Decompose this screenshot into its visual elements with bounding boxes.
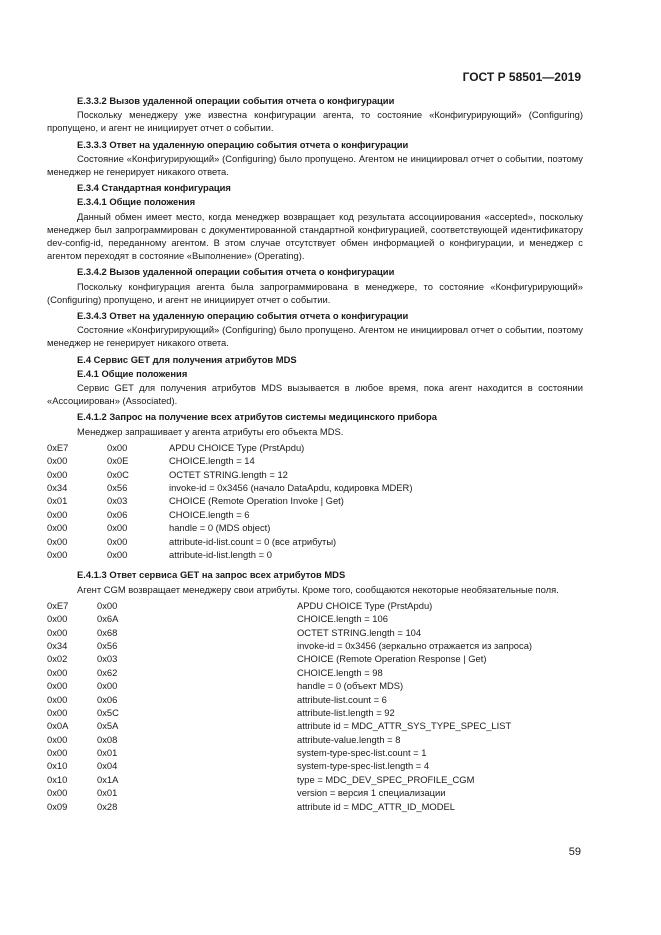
code-comment: attribute id = MDC_ATTR_ID_MODEL [297,800,455,812]
page-content [47,93,583,813]
hex-byte: 0x09 [47,800,68,812]
hex-byte: 0x00 [47,468,68,480]
code-row [47,481,583,494]
hex-byte: 0x00 [47,549,68,560]
hex-byte: 0x03 [107,495,128,507]
hex-byte: 0x28 [97,800,118,812]
code-comment: attribute-list.count = 6 [297,693,387,705]
paragraph: Поскольку менеджеру уже известна конфигурации агента, то состояние «Конфигурирующий» (Configuring) пропущено, и агент не инициирует отчет о событии. [47,109,583,134]
hex-byte: 0x00 [47,733,68,745]
hex-byte: 0x02 [47,653,68,665]
hex-byte: 0x06 [107,508,128,520]
code-row [47,626,583,639]
hex-byte: 0x5A [97,720,119,732]
paragraph: Состояние «Конфигурирующий» (Configuring) было пропущено. Агентом не инициировал отчет о событии, поэтому менеджер не генерирует никакого ответа. [47,324,583,349]
code-comment: CHOICE.length = 106 [297,613,388,625]
hex-byte: 0x00 [47,522,68,534]
hex-byte: 0x00 [47,455,68,467]
code-comment: APDU CHOICE Type (PrstApdu) [297,599,433,611]
hex-byte: 0x00 [47,613,68,625]
page-number: 59 [568,846,581,858]
hex-byte: 0x5C [97,706,119,718]
section-heading: E.3.4 Стандартная конфигурация [77,182,231,194]
hex-byte: 0xE7 [47,441,69,453]
section-heading: E.4.1.3 Ответ сервиса GET на запрос всех атрибутов MDS [77,569,346,581]
hex-byte: 0x0C [107,468,129,480]
code-comment: attribute-id-list.length = 0 [169,549,272,560]
section-heading: E.4.1 Общие положения [77,367,188,379]
code-row [47,706,583,719]
code-comment: CHOICE (Remote Operation Invoke | Get) [169,495,344,507]
hex-byte: 0x06 [97,693,118,705]
hex-byte: 0x04 [97,760,118,772]
code-comment: attribute-value.length = 8 [297,733,401,745]
hex-byte: 0x00 [47,747,68,759]
code-comment: attribute-list.length = 92 [297,706,395,718]
code-row [47,759,583,772]
code-row [47,508,583,521]
hex-byte: 0x00 [47,666,68,678]
code-comment: invoke-id = 0x3456 (начало DataApdu, кодировка MDER) [169,482,413,494]
hex-byte: 0x0E [107,455,129,467]
code-comment: attribute id = MDC_ATTR_SYS_TYPE_SPEC_LIST [297,720,512,732]
hex-byte: 0x00 [97,599,118,611]
code-row [47,746,583,759]
hex-byte: 0x62 [97,666,118,678]
paragraph: Менеджер запрашивает у агента атрибуты его объекта MDS. [77,425,344,437]
code-row [47,719,583,732]
section-heading: E.3.4.1 Общие положения [77,196,196,208]
code-comment: OCTET STRING.length = 104 [297,626,422,638]
code-row [47,693,583,706]
code-comment: APDU CHOICE Type (PrstApdu) [169,441,305,453]
text-section-a [47,94,583,438]
section-heading: E.3.3.2 Вызов удаленной операции события отчета о конфигурации [77,95,395,106]
paragraph: Сервис GET для получения атрибутов MDS вызывается в любое время, пока агент находится в состоянии «Ассоциирован» (Associated). [47,382,583,407]
hex-byte: 0x00 [107,535,128,547]
hex-byte: 0x34 [47,639,68,651]
hex-byte: 0x6A [97,613,119,625]
code-row [47,612,583,625]
section-heading: E.4 Сервис GET для получения атрибутов MDS [77,353,297,365]
code-row [47,548,583,561]
code-comment: CHOICE (Remote Operation Response | Get) [297,653,487,665]
paragraph: Агент CGM возвращает менеджеру свои атрибуты. Кроме того, сообщаются некоторые необязательные поля. [77,583,559,595]
hex-byte: 0x56 [107,482,128,494]
code-row [47,494,583,507]
section-heading: E.3.3.3 Ответ на удаленную операцию события отчета о конфигурации [77,138,409,150]
hex-byte: 0x10 [47,760,68,772]
code-comment: handle = 0 (объект MDS) [297,680,404,692]
code-row [47,521,583,534]
hex-byte: 0x01 [97,747,118,759]
code-comment: handle = 0 (MDS object) [169,522,271,534]
code-comment: type = MDC_DEV_SPEC_PROFILE_CGM [297,773,475,785]
hex-byte: 0x0A [47,720,69,732]
section-heading: E.4.1.2 Запрос на получение всех атрибутов системы медицинского прибора [77,411,438,423]
code-row [47,773,583,786]
hex-byte: 0x68 [97,626,118,638]
paragraph: Поскольку конфигурация агента была запрограммирована в менеджере, то состояние «Конфигурирующий» (Configuring) пропущено, и агент не инициирует отчет о событии. [47,280,583,305]
hex-byte: 0x03 [97,653,118,665]
text-section-b [47,568,583,595]
code-comment: OCTET STRING.length = 12 [169,468,288,480]
hex-byte: 0x00 [97,680,118,692]
code-row [47,441,583,454]
section-heading: E.3.4.3 Ответ на удаленную операцию события отчета о конфигурации [77,310,409,322]
code-row [47,535,583,548]
code-row [47,454,583,467]
code-row [47,652,583,665]
code-row [47,733,583,746]
hex-byte: 0x1A [97,773,119,785]
hex-byte: 0x56 [97,639,118,651]
hex-byte: 0x00 [107,441,128,453]
code-row [47,599,583,612]
paragraph: Состояние «Конфигурирующий» (Configuring) было пропущено. Агентом не инициировал отчет о событии, поэтому менеджер не генерирует никакого ответа. [47,152,583,178]
code-comment: attribute-id-list.count = 0 (все атрибуты) [169,535,337,547]
hex-byte: 0x00 [47,787,68,799]
code-listing-response [47,599,583,813]
code-comment: invoke-id = 0x3456 (зеркально отражается из запроса) [297,639,533,651]
code-comment: system-type-spec-list.length = 4 [297,760,430,772]
hex-byte: 0x01 [47,495,68,507]
hex-byte: 0x00 [47,535,68,547]
code-row [47,639,583,652]
hex-byte: 0x08 [97,733,118,745]
hex-byte: 0xE7 [47,599,69,611]
hex-byte: 0x00 [47,508,68,520]
hex-byte: 0x00 [107,549,128,560]
hex-byte: 0x00 [47,693,68,705]
hex-byte: 0x10 [47,773,68,785]
hex-byte: 0x00 [47,706,68,718]
hex-byte: 0x00 [47,680,68,692]
code-comment: CHOICE.length = 6 [169,508,250,520]
code-row [47,666,583,679]
code-row [47,800,583,813]
hex-byte: 0x00 [107,522,128,534]
code-comment: CHOICE.length = 98 [297,666,383,678]
code-comment: version = версия 1 специализации [297,787,446,799]
section-heading: E.3.4.2 Вызов удаленной операции события отчета о конфигурации [77,266,395,278]
standard-designation: ГОСТ Р 58501—2019 [462,70,581,84]
code-row [47,468,583,481]
hex-byte: 0x00 [47,626,68,638]
hex-byte: 0x34 [47,482,68,494]
paragraph: Данный обмен имеет место, когда менеджер возвращает код результата ассоциирования «accepted», поскольку менеджер был запрограммирован с документированной стандартной конфигурацией, соответствующей идентификатору dev-config-id, переданному агентом. В этом случае отсутствует обмен информацией о конфигурации, и менеджер с агентом переходят в состояние «Выполнение» (Operating). [47,210,583,262]
code-comment: system-type-spec-list.count = 1 [297,747,427,759]
code-row [47,679,583,692]
code-comment: CHOICE.length = 14 [169,455,255,467]
code-row [47,786,583,799]
hex-byte: 0x01 [97,787,118,799]
code-listing-request [47,441,583,562]
